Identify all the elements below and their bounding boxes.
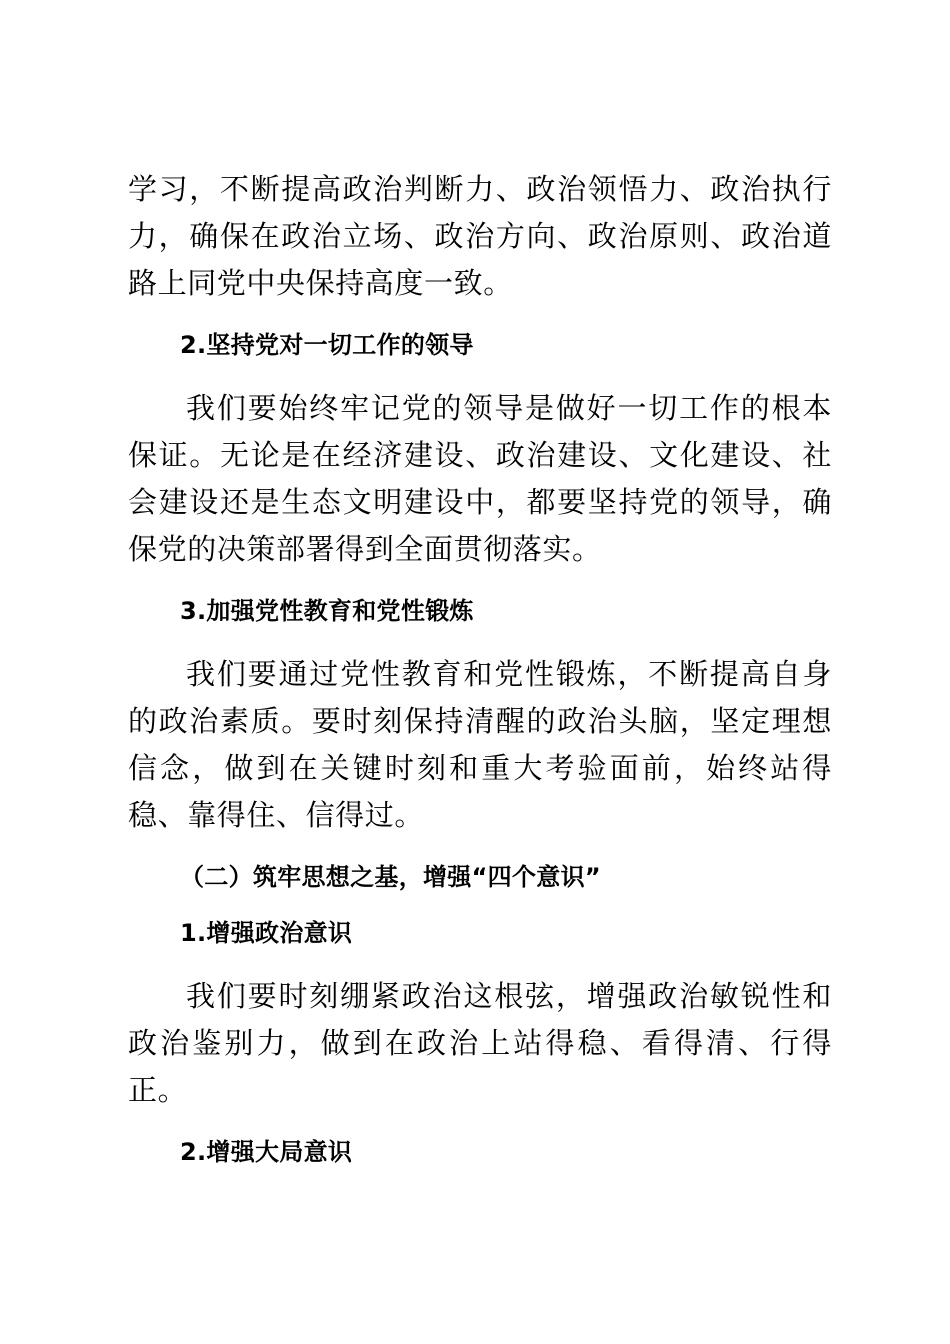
spacer — [128, 307, 832, 329]
section-title-four-consciousness: （二）筑牢思想之基，增强“四个意识” — [180, 863, 601, 891]
spacer — [128, 361, 832, 385]
paragraph-continued: 学习，不断提高政治判断力、政治领悟力、政治执行力，确保在政治立场、政治方向、政治原则、政治道路上同党中央保持高度一致。 — [128, 172, 832, 300]
subheading-2-overall-awareness: 2.增强大局意识 — [180, 1138, 353, 1166]
paragraph-political-awareness: 我们要时刻绷紧政治这根弦，增强政治敏锐性和政治鉴别力，做到在政治上站得稳、看得清、行得正。 — [128, 979, 832, 1107]
document-body — [128, 166, 832, 1168]
spacer — [128, 573, 832, 595]
paragraph-party-leadership: 我们要始终牢记党的领导是做好一切工作的根本保证。无论是在经济建设、政治建设、文化建设、社会建设还是生态文明建设中，都要坚持党的领导，确保党的决策部署得到全面贯彻落实。 — [128, 391, 832, 566]
spacer — [128, 893, 832, 917]
spacer — [128, 627, 832, 651]
subheading-1-political-awareness: 1.增强政治意识 — [180, 919, 353, 947]
spacer — [128, 1114, 832, 1136]
spacer — [128, 839, 832, 861]
subheading-3-party-education: 3.加强党性教育和党性锻炼 — [180, 597, 474, 625]
spacer — [128, 949, 832, 973]
paragraph-party-education: 我们要通过党性教育和党性锻炼，不断提高自身的政治素质。要时刻保持清醒的政治头脑，坚定理想信念，做到在关键时刻和重大考验面前，始终站得稳、靠得住、信得过。 — [128, 657, 832, 832]
subheading-2-party-leadership: 2.坚持党对一切工作的领导 — [180, 331, 474, 359]
